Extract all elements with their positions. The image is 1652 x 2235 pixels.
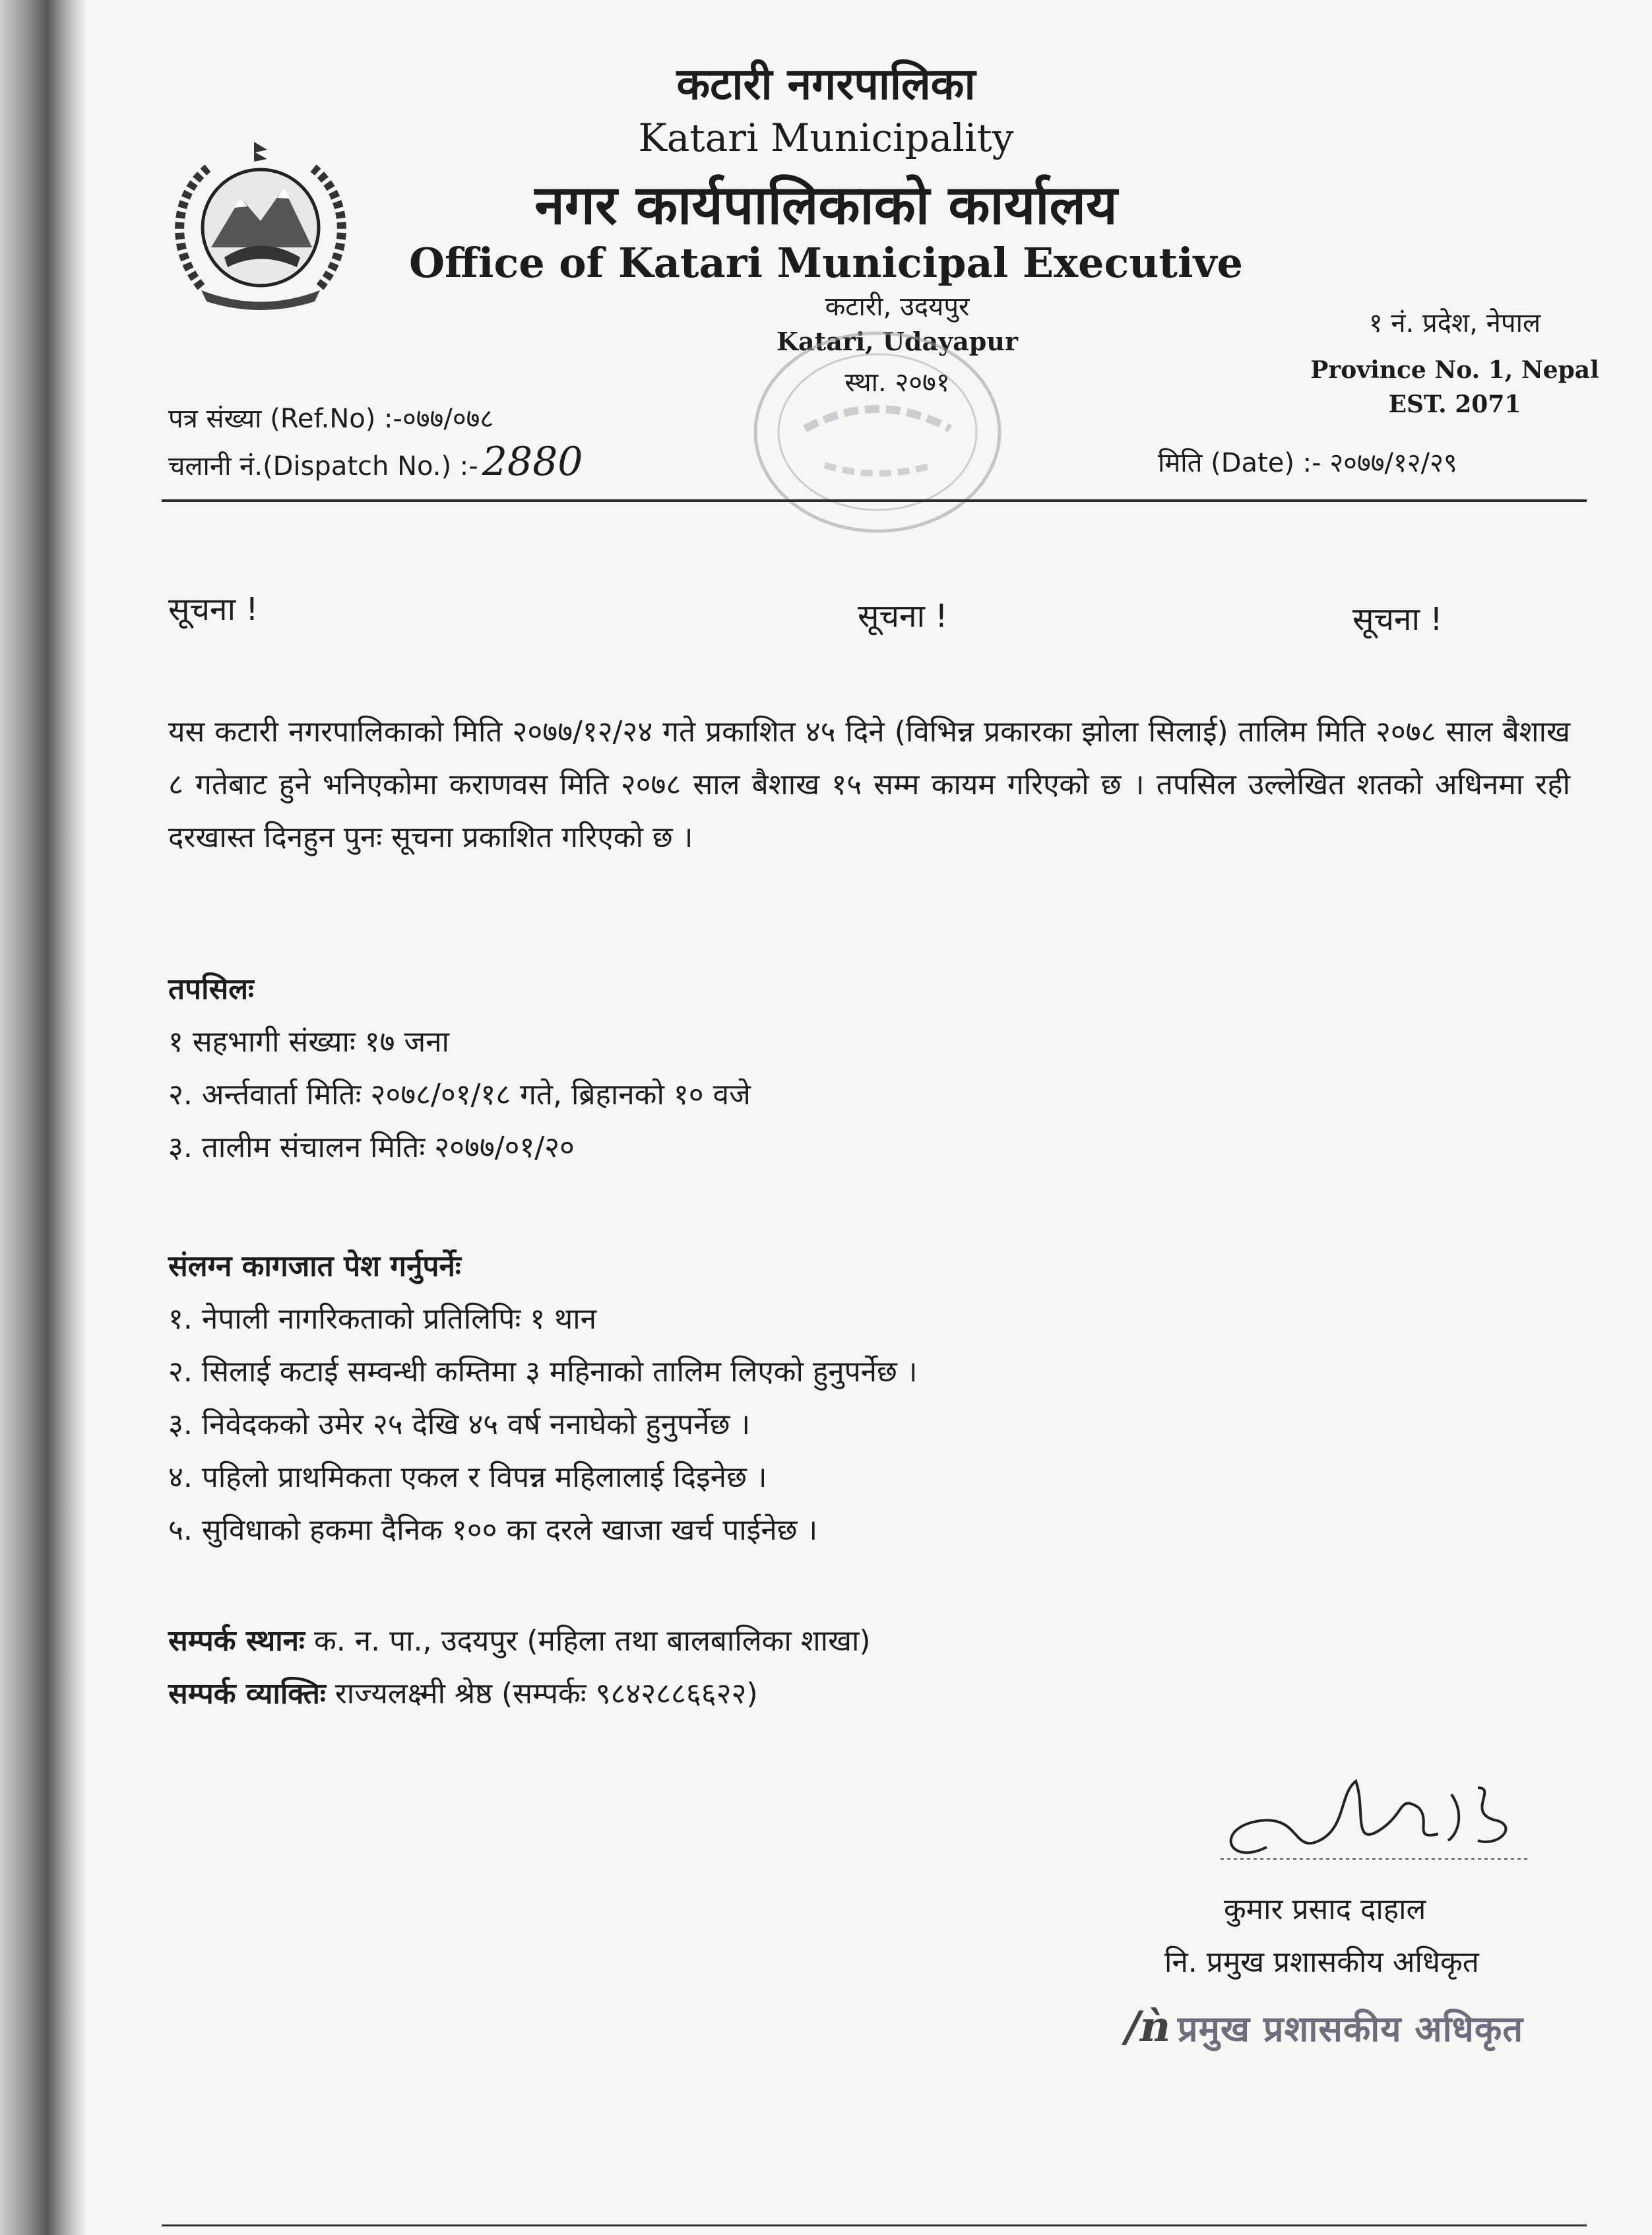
municipality-name-en: Katari Municipality <box>638 115 1014 160</box>
designation-stamp <box>1125 2002 1523 2052</box>
contact-place-label: सम्पर्क स्थानः <box>168 1624 305 1658</box>
contact-place <box>168 1615 871 1668</box>
province-block <box>1306 303 1603 422</box>
notice-heading-left: सूचना ! <box>168 591 259 628</box>
details-item: ३. तालीम संचालन मितिः २०७७/०१/२० <box>168 1131 575 1164</box>
document-item: ३. निवेदकको उमेर २५ देखि ४५ वर्ष ननाघेको हुनुपर्नेछ । <box>168 1408 751 1441</box>
document-item: १. नेपाली नागरिकताको प्रतिलिपिः १ थान <box>168 1302 597 1336</box>
dispatch-value: 2880 <box>482 439 583 485</box>
reference-number <box>168 399 493 435</box>
scan-shadow <box>0 0 86 2235</box>
office-name-en: Office of Katari Municipal Executive <box>409 239 1243 287</box>
required-documents-section <box>168 1240 918 1557</box>
notice-heading-right: सूचना ! <box>1352 601 1443 638</box>
notice-body: यस कटारी नगरपालिकाको मिति २०७७/१२/२४ गते प्रकाशित ४५ दिने (विभिन्न प्रकारका झोला सिलाई) तालिम मिति २०७८ साल बैशाख ८ गतेबाट हुने भनिएकोमा कराणवस मिति २०७८ साल बैशाख १५ सम्म कायम गरिएको छ । तपसिल उल्लेखित शतको अधिनमा रही दरखास्त दिनहुन पुनः सूचना प्रकाशित गरिएको छ । <box>168 715 1570 854</box>
header-divider <box>162 499 1587 502</box>
document-item: ४. पहिलो प्राथमिकता एकल र विपन्न महिलालाई दिइनेछ । <box>168 1461 767 1494</box>
contact-person-label: सम्पर्क व्याक्तिः <box>168 1677 326 1711</box>
signature-icon <box>1188 1768 1564 1887</box>
notice-heading-center: सूचना ! <box>858 598 948 635</box>
dispatch-label: चलानी नं.(Dispatch No.) :- <box>168 451 478 482</box>
location-np: कटारी, उदयपुर <box>825 292 970 322</box>
contact-place-value: क. न. पा., उदयपुर (महिला तथा बालबालिका शाखा) <box>313 1624 871 1658</box>
reference-value: ०७७/०७८ <box>402 404 494 434</box>
established-np: स्था. २०७१ <box>844 367 950 398</box>
document-item: ५. सुविधाको हकमा दैनिक १०० का दरले खाजा खर्च पाईनेछ । <box>168 1513 818 1547</box>
documents-title: संलग्न कागजात पेश गर्नुपर्नेः <box>168 1249 461 1283</box>
document-item: २. सिलाई कटाई सम्वन्धी कम्तिमा ३ महिनाको तालिम लिएको हुनुपर्नेछ । <box>168 1355 918 1389</box>
footer-divider <box>162 2224 1587 2226</box>
details-title: तपसिलः <box>168 972 254 1006</box>
established-en: EST. 2071 <box>1388 391 1521 418</box>
contact-section <box>168 1615 871 1720</box>
reference-label: पत्र संख्या (Ref.No) :- <box>168 404 402 434</box>
municipality-name-np: कटारी नगरपालिका <box>676 59 976 110</box>
signatory-name: कुमार प्रसाद दाहाल <box>1224 1893 1426 1926</box>
province-en: Province No. 1, Nepal <box>1310 356 1599 384</box>
office-seal-icon <box>746 323 1009 541</box>
date-value: २०७७/१२/२९ <box>1329 448 1457 478</box>
date-label: मिति (Date) :- <box>1158 448 1321 478</box>
signatory-title: नि. प्रमुख प्रशासकीय अधिकृत <box>1164 1945 1479 1979</box>
details-item: १ सहभागी संख्याः १७ जना <box>168 1025 449 1059</box>
contact-person-value: राज्यलक्ष्मी श्रेष्ठ (सम्पर्कः ९८४२८८६६२२) <box>334 1677 758 1711</box>
designation-stamp-text: प्रमुख प्रशासकीय अधिकृत <box>1177 2008 1524 2050</box>
contact-person <box>168 1668 871 1720</box>
details-item: २. अर्न्तवार्ता मितिः २०७८/०१/१८ गते, ब्रिहानको १० वजे <box>168 1078 751 1112</box>
details-section <box>168 963 751 1174</box>
initial-mark-icon: /ǹ <box>1125 2002 1172 2052</box>
letter-date <box>1158 443 1457 480</box>
office-name-np: नगर कार्यपालिकाको कार्यालय <box>534 174 1118 237</box>
location-en: Katari, Udayapur <box>777 327 1018 356</box>
province-np: १ नं. प्रदेश, नेपाल <box>1368 308 1541 338</box>
dispatch-number <box>168 439 583 485</box>
